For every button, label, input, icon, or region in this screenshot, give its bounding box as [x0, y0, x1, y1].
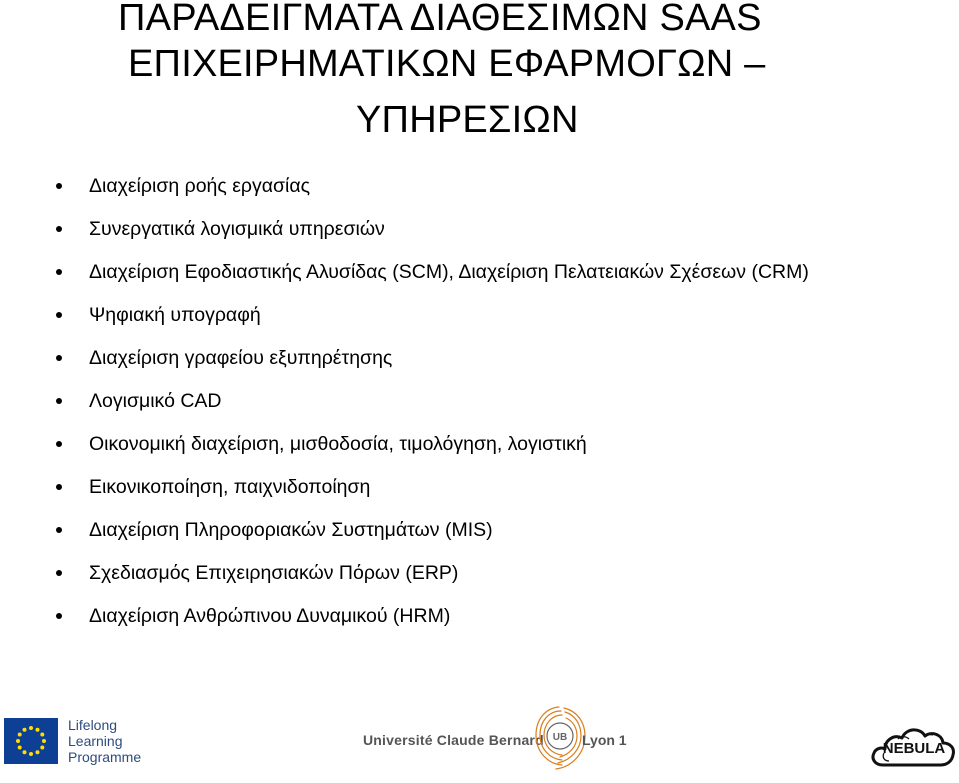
- bullet-text: Διαχείριση ροής εργασίας: [89, 175, 311, 197]
- llp-line-1: Lifelong: [68, 717, 118, 733]
- bullet-text: Διαχείριση Εφοδιαστικής Αλυσίδας (SCM), Διαχείριση Πελατειακών Σχέσεων (CRM): [89, 261, 809, 283]
- bullet-text: Διαχείριση Πληροφοριακών Συστημάτων (MIS): [89, 519, 493, 541]
- bullet-icon: [56, 527, 62, 533]
- university-logo-text: UB: [552, 732, 568, 743]
- list-item: [56, 171, 310, 201]
- title-line-2: ΕΠΙΧΕΙΡΗΜΑΤΙΚΩΝ ΕΦΑΡΜΟΓΩΝ –: [128, 43, 766, 85]
- bullet-icon: [56, 312, 62, 318]
- llp-line-3: Programme: [68, 749, 142, 765]
- bullet-icon: [56, 570, 62, 576]
- nebula-logo-text: NEBULA: [882, 740, 946, 757]
- bullet-icon: [56, 269, 62, 275]
- list-item: [56, 386, 222, 416]
- bullet-text: Οικονομική διαχείριση, μισθοδοσία, τιμολόγηση, λογιστική: [89, 433, 587, 455]
- bullet-text: Λογισμικό CAD: [89, 390, 222, 412]
- list-item: [56, 558, 458, 588]
- bullet-icon: [56, 183, 62, 189]
- eu-flag-icon: [4, 718, 58, 764]
- title-line-1: ΠΑΡΑΔΕΙΓΜΑΤΑ ΔΙΑΘΕΣΙΜΩΝ SAAS: [118, 0, 762, 39]
- bullet-icon: [56, 226, 62, 232]
- bullet-text: Διαχείριση Ανθρώπινου Δυναμικού (HRM): [89, 605, 451, 627]
- list-item: [56, 472, 370, 502]
- footer: [0, 700, 959, 779]
- university-name-right: Lyon 1: [582, 732, 627, 748]
- title-line-3: ΥΠΗΡΕΣΙΩΝ: [356, 99, 579, 141]
- list-item: [56, 214, 385, 244]
- bullet-icon: [56, 484, 62, 490]
- list-item: [56, 429, 587, 459]
- bullet-icon: [56, 355, 62, 361]
- bullet-text: Διαχείριση γραφείου εξυπηρέτησης: [89, 347, 393, 369]
- bullet-icon: [56, 613, 62, 619]
- bullet-text: Εικονικοποίηση, παιχνιδοποίηση: [89, 476, 371, 498]
- list-item: [56, 257, 809, 287]
- llp-logo-text: [68, 717, 158, 765]
- llp-line-2: Learning: [68, 733, 123, 749]
- bullet-text: Ψηφιακή υπογραφή: [89, 304, 261, 326]
- list-item: [56, 515, 493, 545]
- bullet-icon: [56, 398, 62, 404]
- list-item: [56, 300, 261, 330]
- university-name-left: Université Claude Bernard: [363, 732, 544, 748]
- university-logo: [528, 702, 590, 778]
- list-item: [56, 343, 392, 373]
- list-item: [56, 601, 450, 631]
- bullet-text: Συνεργατικά λογισμικά υπηρεσιών: [89, 218, 385, 240]
- bullet-icon: [56, 441, 62, 447]
- bullet-text: Σχεδιασμός Επιχειρησιακών Πόρων (ERP): [89, 562, 459, 584]
